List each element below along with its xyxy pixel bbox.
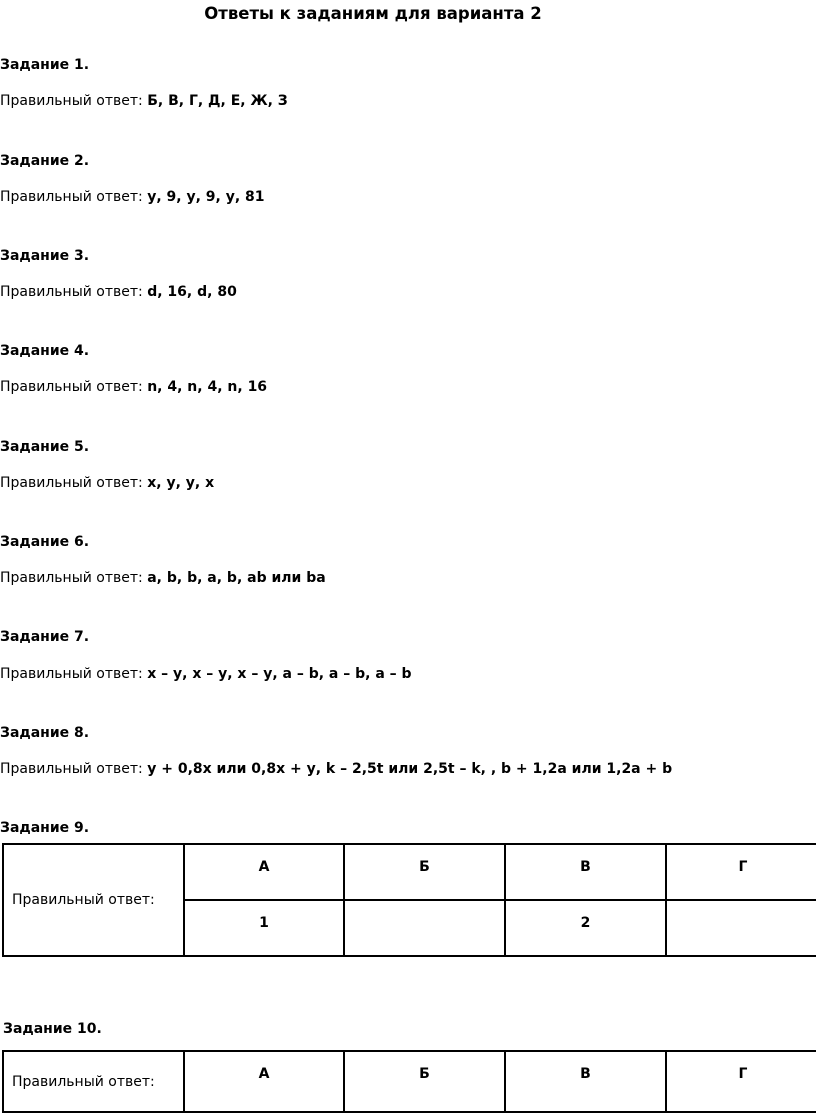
task-6-answer-value: a, b, b, a, b, ab или ba [147,570,326,586]
answer-label: Правильный ответ: [0,666,143,682]
column-header-b: Б [344,844,505,900]
task-2-answer-value: у, 9, у, 9, у, 81 [147,189,265,205]
task-8-answer [0,761,672,777]
answer-label: Правильный ответ: [0,189,143,205]
answer-cell-b [344,900,505,956]
table-label-cell: Правильный ответ: [3,844,184,956]
column-header-b: Б [344,1051,505,1112]
table-label-cell: Правильный ответ: [3,1051,184,1112]
task-4-answer-value: n, 4, n, 4, n, 16 [147,379,268,395]
task-1-answer-value: Б, В, Г, Д, Е, Ж, З [147,93,288,109]
task-7-answer [0,666,412,682]
answer-label: Правильный ответ: [0,475,143,491]
task-10-heading: Задание 10. [3,1021,102,1037]
task-5-answer [0,475,214,491]
task-9-answer-table [2,843,816,957]
answer-label: Правильный ответ: [0,284,143,300]
task-5-answer-value: х, у, у, х [147,475,215,491]
task-6-answer [0,570,326,586]
task-7-heading: Задание 7. [0,629,90,645]
column-header-a: А [184,1051,344,1112]
task-8-answer-value: у + 0,8х или 0,8х + у, k – 2,5t или 2,5t – k, , b + 1,2a или 1,2a + b [147,761,673,777]
task-1-heading: Задание 1. [0,57,90,73]
answer-label: Правильный ответ: [0,761,143,777]
task-5-heading: Задание 5. [0,439,90,455]
task-4-heading: Задание 4. [0,343,90,359]
page-title: Ответы к заданиям для варианта 2 [204,4,542,23]
task-9-heading: Задание 9. [0,820,90,836]
answer-label: Правильный ответ: [0,570,143,586]
task-1-answer [0,93,288,109]
task-10-answer-table [2,1050,816,1113]
task-2-heading: Задание 2. [0,153,90,169]
task-7-answer-value: х – у, х – у, х – у, a – b, a – b, a – b [147,666,412,682]
task-8-heading: Задание 8. [0,725,90,741]
answer-cell-g [666,900,816,956]
task-3-answer [0,284,237,300]
column-header-v: В [505,1051,666,1112]
column-header-g: Г [666,1051,816,1112]
task-3-answer-value: d, 16, d, 80 [147,284,237,300]
task-4-answer [0,379,267,395]
task-2-answer [0,189,265,205]
answer-cell-a: 1 [184,900,344,956]
answer-label: Правильный ответ: [0,93,143,109]
column-header-g: Г [666,844,816,900]
column-header-a: А [184,844,344,900]
task-3-heading: Задание 3. [0,248,90,264]
answer-cell-v: 2 [505,900,666,956]
task-6-heading: Задание 6. [0,534,90,550]
answer-label: Правильный ответ: [0,379,143,395]
column-header-v: В [505,844,666,900]
